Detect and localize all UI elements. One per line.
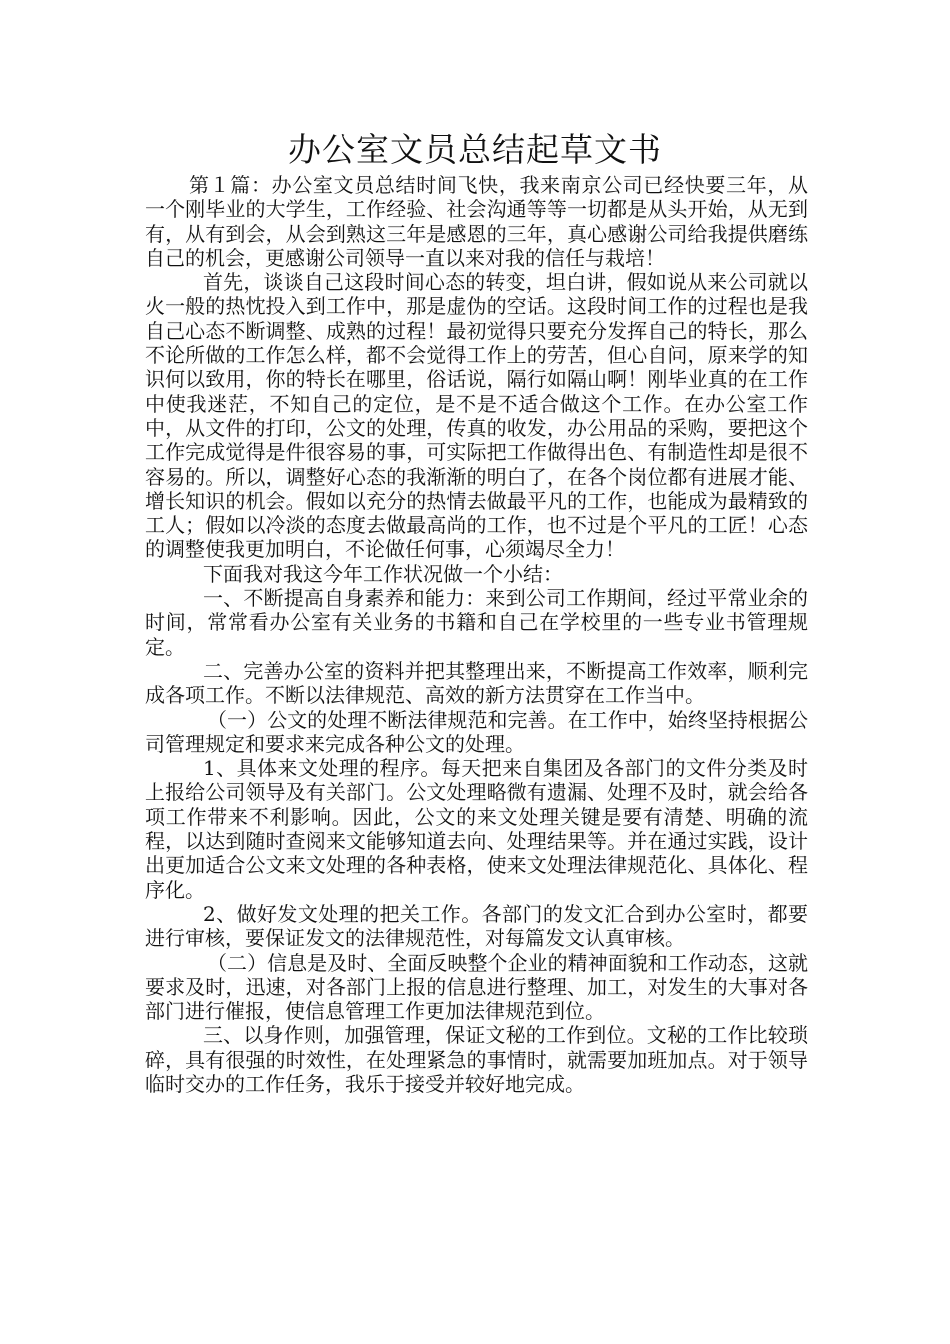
paragraph-mindset: 首先，谈谈自己这段时间心态的转变，坦白讲，假如说从来公司就以火一般的热忱投入到工作中，那是虚伪的空话。这段时间工作的过程也是我自己心态不断调整、成熟的过程！最初觉得只要充分发挥自己的特长，那么不论所做的工作怎么样，都不会觉得工作上的劳苦，但心自问，原来学的知识何以致用，你的特长在哪里，俗话说，隔行如隔山啊！刚毕业真的在工作中使我迷茫，不知自己的定位，是不是不适合做这个工作。在办公室工作中，从文件的打印，公文的处理，传真的收发，办公用品的采购，要把这个工作完成觉得是件很容易的事，可实际把工作做得出色、有制造性却是很不容易的。所以，调整好心态的我渐渐的明白了，在各个岗位都有进展才能、增长知识的机会。假如以充分的热情去做最平凡的工作，也能成为最精致的工人；假如以冷淡的态度去做最高尚的工作，也不过是个平凡的工匠！心态的调整使我更加明白，不论做任何事，心须竭尽全力！ <box>145 270 808 562</box>
paragraph-point-two: 二、完善办公室的资料并把其整理出来，不断提高工作效率，顺利完成各项工作。不断以法律规范、高效的新方法贯穿在工作当中。 <box>145 658 808 708</box>
paragraph-intro: 第１篇：办公室文员总结时间飞快，我来南京公司已经快要三年，从一个刚毕业的大学生，工作经验、社会沟通等等一切都是从头开始，从无到有，从有到会，从会到熟这三年是感恩的三年，真心感谢公司给我提供磨练自己的机会，更感谢公司领导一直以来对我的信任与栽培！ <box>145 173 808 270</box>
paragraph-summary-lead: 下面我对我这今年工作状况做一个小结： <box>203 561 563 586</box>
paragraph-item-two: 2、做好发文处理的把关工作。各部门的发文汇合到办公室时，都要进行审核，要保证发文的法律规范性，对每篇发文认真审核。 <box>145 901 808 951</box>
document-title: 办公室文员总结起草文书 <box>288 130 662 169</box>
paragraph-point-three: 三、以身作则，加强管理，保证文秘的工作到位。文秘的工作比较琐碎，具有很强的时效性，在处理紧急的事情时，就需要加班加点。对于领导临时交办的工作任务，我乐于接受并较好地完成。 <box>145 1023 808 1096</box>
paragraph-item-one: 1、具体来文处理的程序。每天把来自集团及各部门的文件分类及时上报给公司领导及有关部门。公文处理略微有遗漏、处理不及时，就会给各项工作带来不利影响。因此，公文的来文处理关键是要有清楚、明确的流程，以达到随时查阅来文能够知道去向、处理结果等。并在通过实践，设计出更加适合公文来文处理的各种表格，使来文处理法律规范化、具体化、程序化。 <box>145 756 808 902</box>
paragraph-sub-two: （二）信息是及时、全面反映整个企业的精神面貌和工作动态，这就要求及时，迅速，对各部门上报的信息进行整理、加工，对发生的大事对各部门进行催报，使信息管理工作更加法律规范到位。 <box>145 950 808 1024</box>
document-body <box>145 173 808 1096</box>
paragraph-point-one: 一、不断提高自身素养和能力：来到公司工作期间，经过平常业余的时间，常常看办公室有关业务的书籍和自己在学校里的一些专业书管理规定。 <box>145 586 808 659</box>
paragraph-sub-one: （一）公文的处理不断法律规范和完善。在工作中，始终坚持根据公司管理规定和要求来完成各种公文的处理。 <box>145 707 808 756</box>
